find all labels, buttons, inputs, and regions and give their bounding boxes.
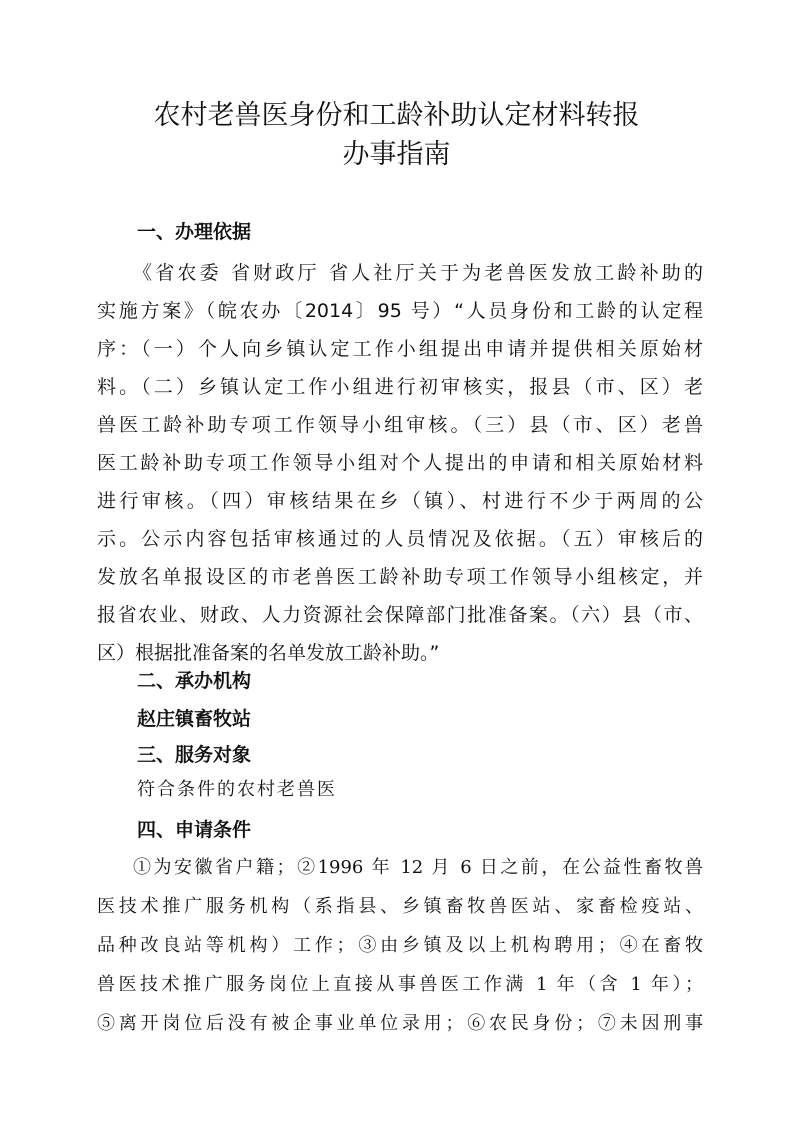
section1-line: 《省农委 省财政厅 省人社厅关于为老兽医发放工龄补助的 xyxy=(133,262,703,284)
section1-line: 进行审核。（四）审核结果在乡（镇）、村进行不少于两周的公 xyxy=(97,490,703,512)
section4-line: 兽医技术推广服务岗位上直接从事兽医工作满 1 年（含 1 年）； xyxy=(97,974,703,995)
section4-line: ①为安徽省户籍；②1996 年 12 月 6 日之前，在公益性畜牧兽 xyxy=(133,857,703,878)
section1-heading: 一、办理依据 xyxy=(137,221,252,243)
section1-line: 报省农业、财政、人力资源社会保障部门批准备案。（六）县（市、 xyxy=(97,604,703,626)
section1-line: 医工龄补助专项工作领导小组对个人提出的申请和相关原始材料 xyxy=(97,452,703,474)
section1-line: 实施方案》（皖农办〔2014〕95 号）“人员身份和工龄的认定程 xyxy=(97,300,703,322)
section1-line: 兽医工龄补助专项工作领导小组审核。（三）县（市、区）老兽 xyxy=(97,414,703,436)
section1-line: 区）根据批准备案的名单发放工龄补助。” xyxy=(97,642,440,664)
section1-line: 示。公示内容包括审核通过的人员情况及依据。（五）审核后的 xyxy=(97,528,703,550)
section3-body: 符合条件的农村老兽医 xyxy=(137,779,337,800)
section4-line: ⑤离开岗位后没有被企事业单位录用；⑥农民身份；⑦未因刑事 xyxy=(97,1013,703,1034)
section1-line: 料。（二）乡镇认定工作小组进行初审核实，报县（市、区）老 xyxy=(97,376,703,398)
document-title-line2: 办事指南 xyxy=(342,139,451,170)
section4-heading: 四、申请条件 xyxy=(137,819,252,841)
section4-line: 品种改良站等机构）工作；③由乡镇及以上机构聘用；④在畜牧 xyxy=(97,935,703,956)
section2-body: 赵庄镇畜牧站 xyxy=(137,708,252,730)
section1-line: 发放名单报设区的市老兽医工龄补助专项工作领导小组核定，并 xyxy=(97,566,703,588)
document-title-line1: 农村老兽医身份和工龄补助认定材料转报 xyxy=(153,100,640,131)
section2-heading: 二、承办机构 xyxy=(137,670,252,692)
section1-line: 序：（一）个人向乡镇认定工作小组提出申请并提供相关原始材 xyxy=(97,338,703,360)
section4-line: 医技术推广服务机构（系指县、乡镇畜牧兽医站、家畜检疫站、 xyxy=(97,896,703,917)
section3-heading: 三、服务对象 xyxy=(137,744,252,766)
